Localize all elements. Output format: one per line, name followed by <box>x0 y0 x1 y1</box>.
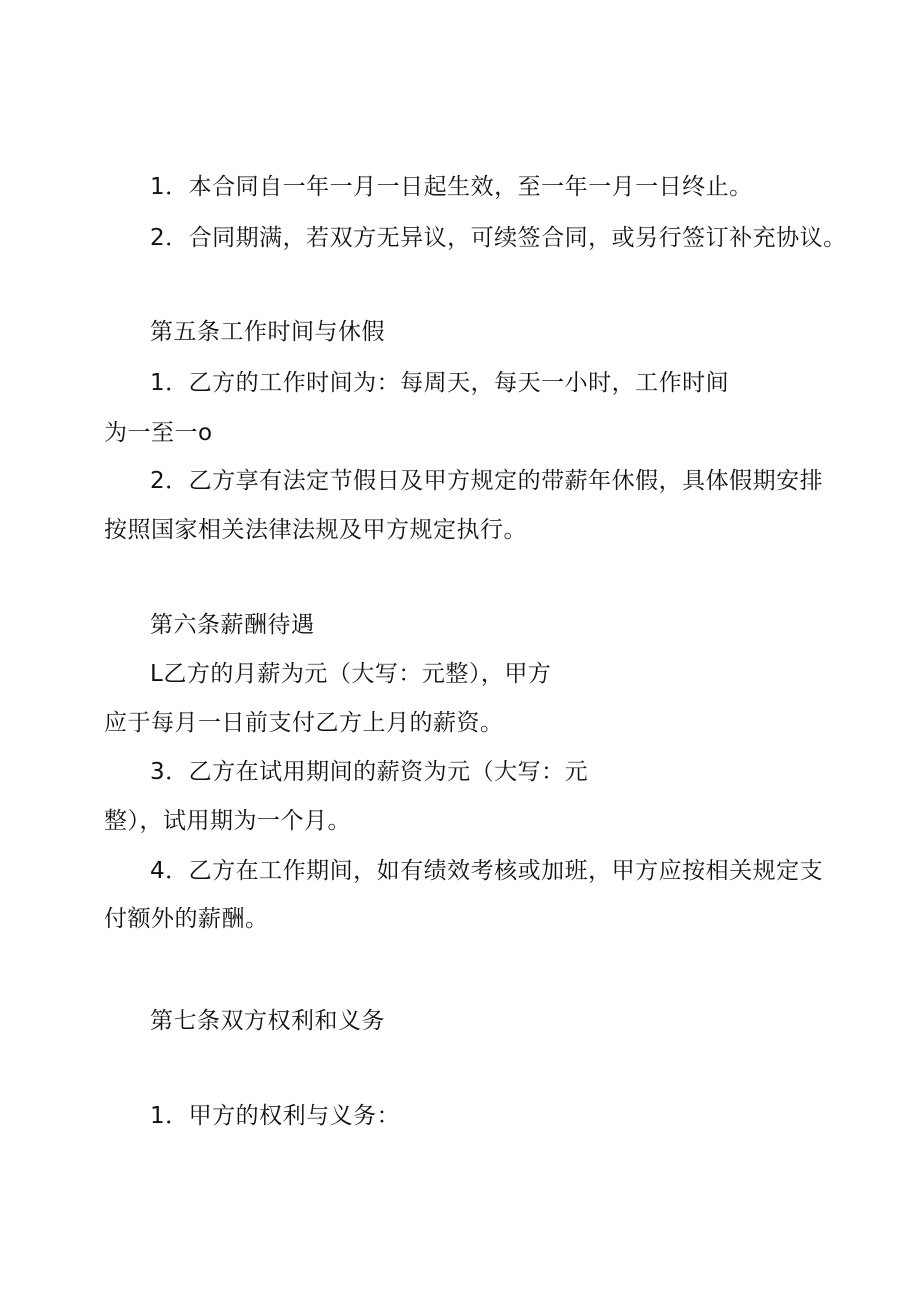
salary-clause-1-cont: 应于每月一日前支付乙方上月的薪资。 <box>104 710 504 736</box>
salary-clause-4: 4．乙方在工作期间，如有绩效考核或加班，甲方应按相关规定支 <box>150 858 824 884</box>
worktime-clause-2-cont: 按照国家相关法律法规及甲方规定执行。 <box>104 517 527 543</box>
term-clause-1: 1．本合同自一年一月一日起生效，至一年一月一日终止。 <box>150 174 753 200</box>
rights-clause-1: 1．甲方的权利与义务： <box>150 1103 401 1129</box>
section-heading-5: 第五条工作时间与休假 <box>150 319 385 345</box>
salary-clause-3-cont: 整），试用期为一个月。 <box>104 808 351 834</box>
salary-clause-1: L乙方的月薪为元（大写：元整），甲方 <box>150 661 552 687</box>
worktime-clause-1-cont: 为一至一o <box>104 420 213 446</box>
section-heading-6: 第六条薪酬待遇 <box>150 612 315 638</box>
worktime-clause-1: 1．乙方的工作时间为：每周天，每天一小时，工作时间 <box>150 370 730 396</box>
worktime-clause-2: 2．乙方享有法定节假日及甲方规定的带薪年休假，具体假期安排 <box>150 468 824 494</box>
salary-clause-3: 3．乙方在试用期间的薪资为元（大写：元 <box>150 759 589 785</box>
salary-clause-4-cont: 付额外的薪酬。 <box>104 906 269 932</box>
section-heading-7: 第七条双方权利和义务 <box>150 1008 385 1034</box>
term-clause-2: 2．合同期满，若双方无异议，可续签合同，或另行签订补充协议。 <box>150 225 847 251</box>
